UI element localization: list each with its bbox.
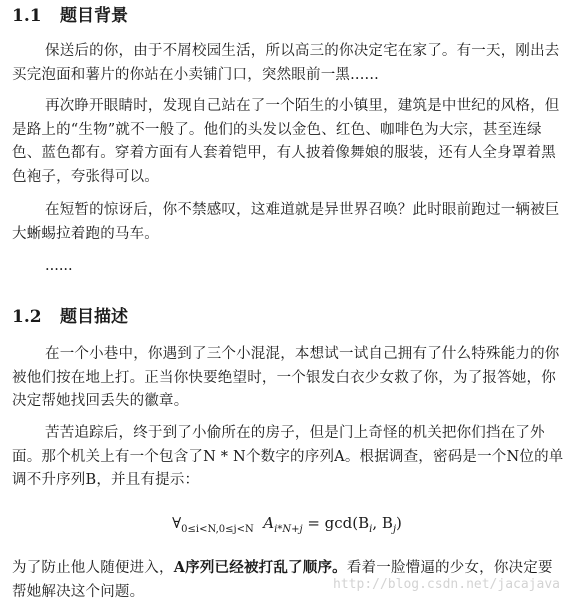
background-paragraph-2: 再次睁开眼睛时，发现自己站在了一个陌生的小镇里，建筑是中世纪的风格，但是路上的“生物”就不一般了。他们的头发以金色、红色、咖啡色为大宗，甚至连绿色、蓝色都有。穿着方面有人套着铠甲，有人披着像舞娘的服装，还有人全身罩着黑色袍子，夸张得可以。 <box>12 98 560 185</box>
section-number: 1.2 <box>12 307 42 327</box>
description-paragraph-1: 在一个小巷中，你遇到了三个小混混，本想试一试自己拥有了什么特殊能力的你被他们按在地上打。正当你快要绝望时，一个银发白衣少女救了你，为了报答她，你决定帮她找回丢失的徽章。 <box>12 346 560 409</box>
gcd-formula <box>0 510 574 543</box>
formula-bi-index: i <box>369 524 373 535</box>
formula-rhs: = gcd(B <box>307 514 370 532</box>
formula-lhs: A <box>263 514 275 532</box>
final-text-2: 看着一脸懵逼的少女，你决定要帮她解决这个问题。 <box>12 560 553 600</box>
section-heading-background <box>12 5 128 27</box>
final-text-1: 为了防止他人随便进入， <box>12 560 174 576</box>
forall-symbol: ∀ <box>172 514 182 532</box>
section-number: 1.1 <box>12 6 42 26</box>
section-title: 题目描述 <box>60 307 128 327</box>
formula-lhs-index: i*N+j <box>274 524 303 535</box>
section-title: 题目背景 <box>60 6 128 26</box>
background-ellipsis: ...... <box>45 258 73 274</box>
description-paragraph-2: 苦苦追踪后，终于到了小偷所在的房子，但是门上奇怪的机关把你们挡在了外面。那个机关上有一个包含了N * N个数字的序列A。根据调查，密码是一个N位的单调不升序列B，并且有提示： <box>12 425 564 488</box>
watermark: http://blog.csdn.net/jacajava <box>333 577 560 592</box>
formula-range: 0≤i<N,0≤j<N <box>181 524 254 535</box>
final-bold-text: A序列已经被打乱了顺序。 <box>173 559 347 576</box>
formula-bj-index: j <box>392 524 397 535</box>
formula-rhs-end: ) <box>396 514 402 532</box>
section-heading-description <box>12 306 128 328</box>
background-paragraph-3: 在短暂的惊讶后，你不禁感叹，这难道就是异世界召唤？此时眼前跑过一辆被巨大蜥蜴拉着跑的马车。 <box>12 202 560 242</box>
formula-rhs-mid: , B <box>372 514 393 532</box>
background-paragraph-1: 保送后的你，由于不屑校园生活，所以高三的你决定宅在家了。有一天，刚出去买完泡面和薯片的你站在小卖铺门口，突然眼前一黑...... <box>12 43 560 83</box>
